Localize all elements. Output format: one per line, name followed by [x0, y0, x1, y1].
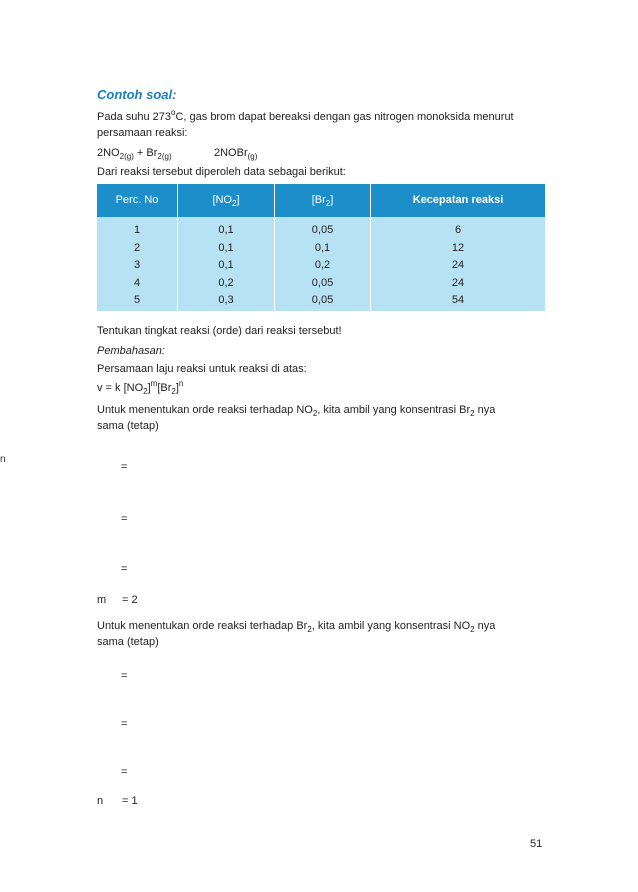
header-no2-b: ]	[236, 194, 240, 206]
table-cell: 24	[451, 259, 465, 271]
column-perc	[97, 222, 177, 310]
table-cell: 0,1	[314, 241, 331, 254]
table-cell: 0,1	[218, 224, 234, 236]
intro-line-2: persamaan reaksi:	[97, 127, 188, 139]
step-br2-a: Untuk menentukan orde reaksi terhadap Br	[97, 620, 308, 632]
step-br2-c: nya	[474, 620, 496, 632]
intro-rest: C, gas brom dapat bereaksi dengan gas nitrogen monoksida menurut	[175, 111, 514, 123]
equals-sign: =	[121, 670, 128, 682]
table-cell: 0,3	[218, 294, 234, 306]
rate-law-n: n	[178, 379, 184, 388]
step-no2-b: , kita ambil yang konsentrasi Br	[317, 404, 471, 416]
table-cell: 0,1	[218, 241, 234, 254]
header-no2	[178, 184, 274, 217]
rate-law-d: ]	[175, 382, 179, 394]
step-br2-line-1	[97, 620, 545, 633]
rate-law-a-sub: 2	[143, 387, 148, 396]
table-cell: 3	[133, 259, 141, 271]
table-cell: 0,1	[218, 259, 234, 271]
column-rate	[371, 222, 545, 310]
step-no2-c: nya	[474, 404, 496, 416]
step-br2-b-sub: 2	[470, 625, 475, 634]
step-no2-a: Untuk menentukan orde reaksi terhadap NO	[97, 404, 313, 416]
degree-mark: o	[171, 108, 176, 117]
header-br2-a: [Br	[311, 194, 326, 206]
rate-law-intro: Persamaan laju reaksi untuk reaksi di atas:	[97, 363, 307, 375]
header-perc: Perc. No	[115, 194, 159, 206]
table-cell: 5	[133, 294, 141, 306]
table-cell: 54	[451, 294, 465, 306]
reactant-no2-sub: 2(g)	[119, 152, 134, 161]
step-no2-b-sub: 2	[470, 409, 475, 418]
intro-line-1	[97, 108, 514, 124]
rate-law-b: ]	[147, 382, 151, 394]
product-sub: (g)	[247, 152, 258, 161]
column-br2	[275, 222, 370, 310]
n-label: n	[97, 795, 104, 807]
step-br2-line-2: sama (tetap)	[97, 636, 159, 648]
intro-prefix: Pada suhu 273	[97, 111, 172, 123]
table-header	[97, 184, 545, 217]
table-cell: 0,05	[311, 276, 334, 289]
header-br2-sub: 2	[325, 199, 331, 208]
equals-sign: =	[121, 718, 128, 730]
page-number: 51	[530, 838, 543, 850]
step-br2-b: , kita ambil yang konsentrasi NO	[311, 620, 471, 632]
table-cell: 0,2	[314, 259, 331, 271]
equals-sign: =	[121, 563, 128, 575]
table-cell: 2	[133, 241, 141, 254]
header-br2	[275, 184, 370, 217]
equals-sign: =	[121, 513, 128, 525]
table-cell: 6	[454, 224, 462, 236]
table-cell: 0,2	[218, 276, 234, 289]
table-cell: 0,05	[311, 224, 334, 236]
table-cell: 4	[133, 276, 141, 289]
step-no2-line-2: sama (tetap)	[97, 420, 159, 432]
rate-law-c: [Br	[157, 382, 172, 394]
rate-law-m: m	[150, 379, 158, 388]
rate-law	[97, 379, 184, 396]
column-no2	[178, 222, 274, 310]
header-rate: Kecepatan reaksi	[412, 194, 504, 206]
table-cell: 1	[133, 224, 141, 236]
product	[214, 147, 257, 160]
question: Tentukan tingkat reaksi (orde) dari reaksi tersebut!	[97, 325, 342, 337]
example-heading: Contoh soal:	[97, 87, 177, 102]
rate-law-c-sub: 2	[171, 387, 176, 396]
product-nobr: 2NOBr	[214, 147, 248, 159]
data-table	[97, 184, 545, 311]
equals-sign: =	[121, 766, 128, 778]
reaction-equation	[97, 147, 172, 160]
m-label: m	[97, 594, 107, 606]
m-value: = 2	[122, 594, 138, 606]
n-value: = 1	[122, 795, 138, 807]
reactant-br2: + Br	[133, 147, 158, 159]
discussion-heading: Pembahasan:	[97, 345, 165, 357]
table-cell: 12	[451, 241, 465, 254]
step-br2-a-sub: 2	[307, 625, 312, 634]
rate-law-a: v = k [NO	[97, 382, 144, 394]
header-no2-a: [NO	[212, 194, 233, 206]
table-cell: 24	[451, 276, 465, 289]
equals-sign: =	[121, 461, 128, 473]
table-cell: 0,05	[311, 294, 334, 306]
reactant-br2-sub: 2(g)	[157, 152, 172, 161]
margin-mark: n	[0, 454, 6, 465]
step-no2-line-1	[97, 404, 545, 417]
step-no2-a-sub: 2	[312, 409, 318, 418]
header-no2-sub: 2	[232, 199, 237, 208]
data-intro: Dari reaksi tersebut diperoleh data sebagai berikut:	[97, 166, 346, 178]
header-br2-b: ]	[330, 194, 334, 206]
reactant-no2: 2NO	[97, 147, 120, 159]
